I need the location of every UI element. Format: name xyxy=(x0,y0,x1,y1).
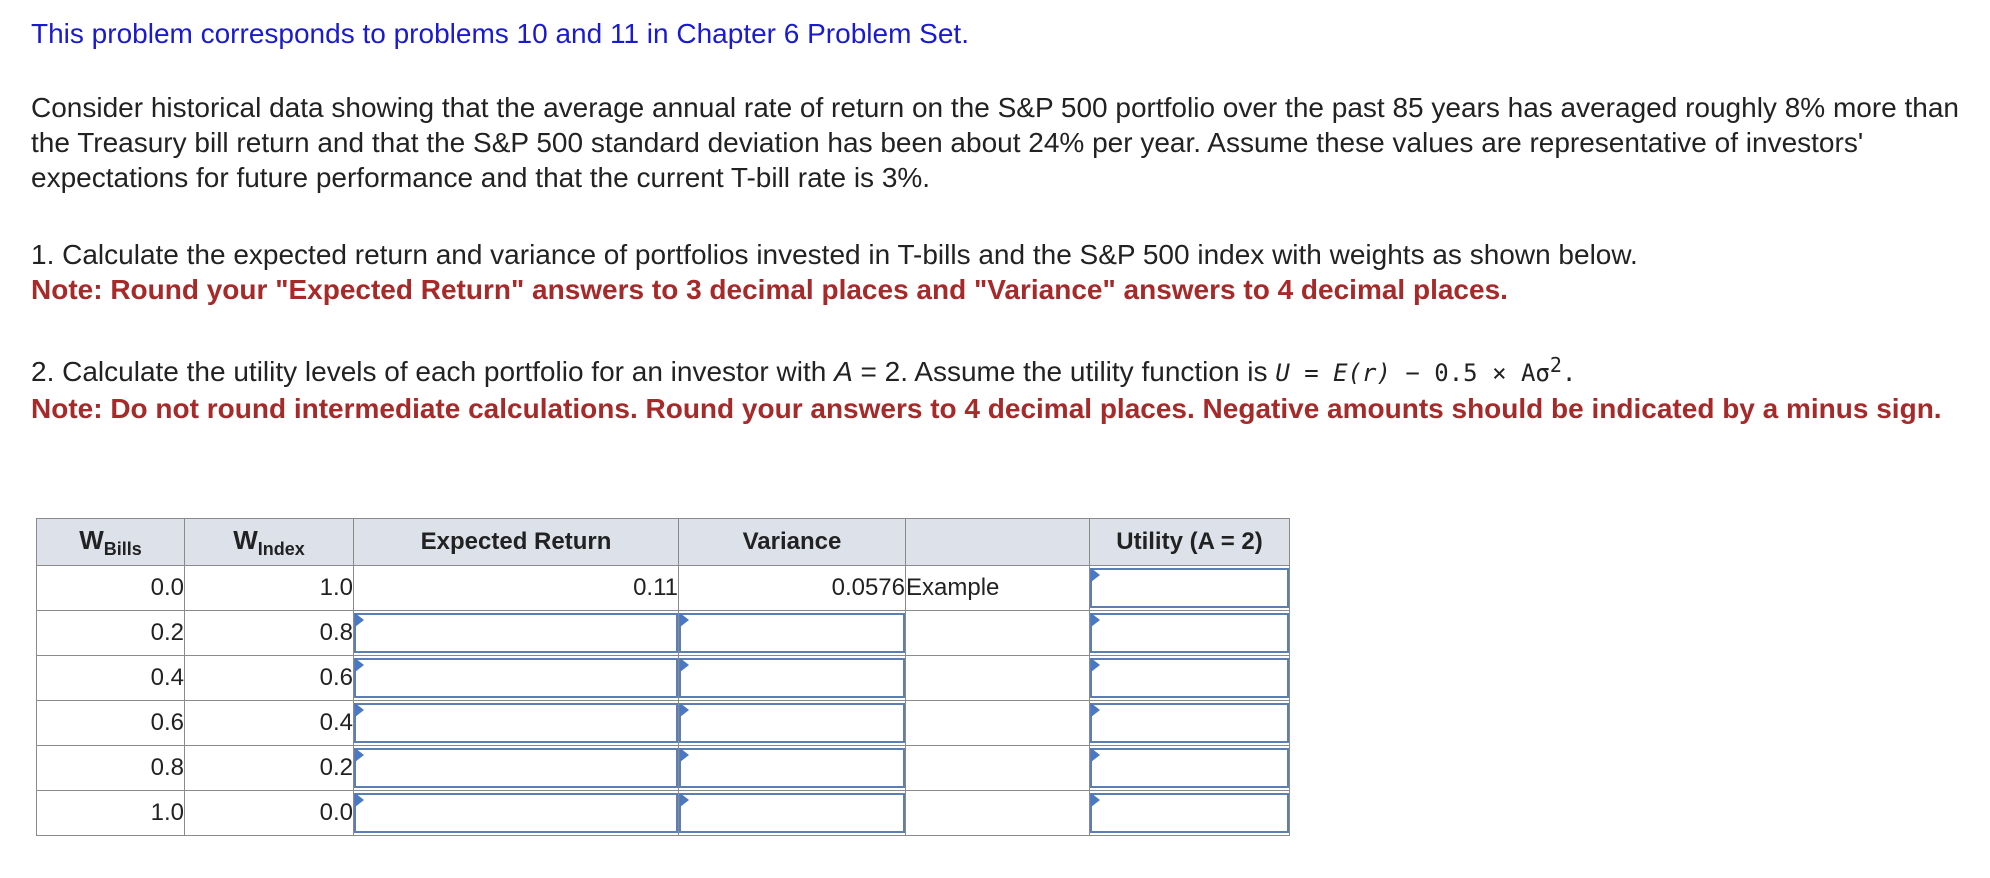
variance-cell xyxy=(679,791,906,836)
table-row xyxy=(37,566,1290,611)
variance-cell xyxy=(679,656,906,701)
utility-input[interactable] xyxy=(1090,793,1289,833)
variance-input[interactable] xyxy=(679,613,905,653)
question-2-note: Note: Do not round intermediate calculations. Round your answers to 4 decimal places. Negative amounts should be indicated by a minus sign. xyxy=(31,393,1942,424)
question-2 xyxy=(31,354,1961,426)
example-label xyxy=(906,791,1090,836)
w-index-cell: 0.8 xyxy=(185,611,354,656)
header-w-bills: $W_{Bills}$ xyxy=(37,519,185,566)
w-bills-cell: 0.6 xyxy=(37,701,185,746)
utility-input[interactable] xyxy=(1090,658,1289,698)
utility-input[interactable] xyxy=(1090,613,1289,653)
w-bills-cell: 0.2 xyxy=(37,611,185,656)
w-bills-cell: 0.8 xyxy=(37,746,185,791)
variance-input[interactable] xyxy=(679,658,905,698)
expected-return-cell xyxy=(354,701,679,746)
question-1-note: Note: Round your "Expected Return" answers to 3 decimal places and "Variance" answers to 4 decimal places. xyxy=(31,274,1508,305)
example-label xyxy=(906,746,1090,791)
expected-return-input[interactable] xyxy=(354,613,678,653)
expected-return-cell xyxy=(354,611,679,656)
w-index-cell: 1.0 xyxy=(185,566,354,611)
table-row xyxy=(37,656,1290,701)
variance-input[interactable] xyxy=(679,748,905,788)
table-row xyxy=(37,791,1290,836)
expected-return-cell xyxy=(354,791,679,836)
table-header-row xyxy=(37,519,1290,566)
question-1-text: 1. Calculate the expected return and variance of portfolios invested in T-bills and the S&P 500 index with weights as shown below. xyxy=(31,239,1638,270)
w-index-cell: 0.2 xyxy=(185,746,354,791)
table-row xyxy=(37,701,1290,746)
expected-return-input[interactable] xyxy=(354,748,678,788)
utility-cell xyxy=(1090,791,1290,836)
utility-cell xyxy=(1090,611,1290,656)
table-row xyxy=(37,746,1290,791)
variance-input[interactable] xyxy=(679,793,905,833)
utility-input[interactable] xyxy=(1090,568,1289,608)
variance-cell xyxy=(679,746,906,791)
w-bills-cell: 0.4 xyxy=(37,656,185,701)
utility-cell xyxy=(1090,701,1290,746)
utility-input[interactable] xyxy=(1090,748,1289,788)
example-label xyxy=(906,611,1090,656)
variance-cell xyxy=(679,701,906,746)
header-w-index: $W_{Index}$ xyxy=(185,519,354,566)
intro-text: This problem corresponds to problems 10 and 11 in Chapter 6 Problem Set. xyxy=(31,18,969,49)
w-bills-cell: 0.0 xyxy=(37,566,185,611)
expected-return-input[interactable] xyxy=(354,658,678,698)
w-index-cell: 0.6 xyxy=(185,656,354,701)
expected-return-cell xyxy=(354,656,679,701)
utility-input[interactable] xyxy=(1090,703,1289,743)
portfolio-table xyxy=(36,518,1290,836)
example-label xyxy=(906,701,1090,746)
question-1 xyxy=(31,237,1961,307)
header-expected-return: Expected Return xyxy=(354,519,679,566)
table-row xyxy=(37,611,1290,656)
utility-cell xyxy=(1090,656,1290,701)
utility-formula: $U = E(r) - 0.5 \times A\sigma^2$. xyxy=(1275,353,1577,387)
header-variance: Variance xyxy=(679,519,906,566)
expected-return-cell xyxy=(354,746,679,791)
utility-cell xyxy=(1090,746,1290,791)
header-blank xyxy=(906,519,1090,566)
header-utility: Utility (A = 2) xyxy=(1090,519,1290,566)
utility-cell xyxy=(1090,566,1290,611)
question-2-text: 2. Calculate the utility levels of each portfolio for an investor with A = 2. Assume the utility function is $U = E(r) - 0.5 \times A\sigma^2$. xyxy=(31,353,1577,387)
w-index-cell: 0.4 xyxy=(185,701,354,746)
example-label: Example xyxy=(906,566,1090,611)
variance-cell xyxy=(679,611,906,656)
variance-cell: 0.0576 xyxy=(679,566,906,611)
variance-input[interactable] xyxy=(679,703,905,743)
expected-return-cell: 0.11 xyxy=(354,566,679,611)
context-paragraph: Consider historical data showing that the average annual rate of return on the S&P 500 portfolio over the past 85 years has averaged roughly 8% more than the Treasury bill return and that the S&P 500 standard deviation has been about 24% per year. Assume these values are representative of investors' expectations for future performance and that the current T-bill rate is 3%. xyxy=(31,92,1960,193)
example-label xyxy=(906,656,1090,701)
expected-return-input[interactable] xyxy=(354,703,678,743)
w-index-cell: 0.0 xyxy=(185,791,354,836)
w-bills-cell: 1.0 xyxy=(37,791,185,836)
expected-return-input[interactable] xyxy=(354,793,678,833)
